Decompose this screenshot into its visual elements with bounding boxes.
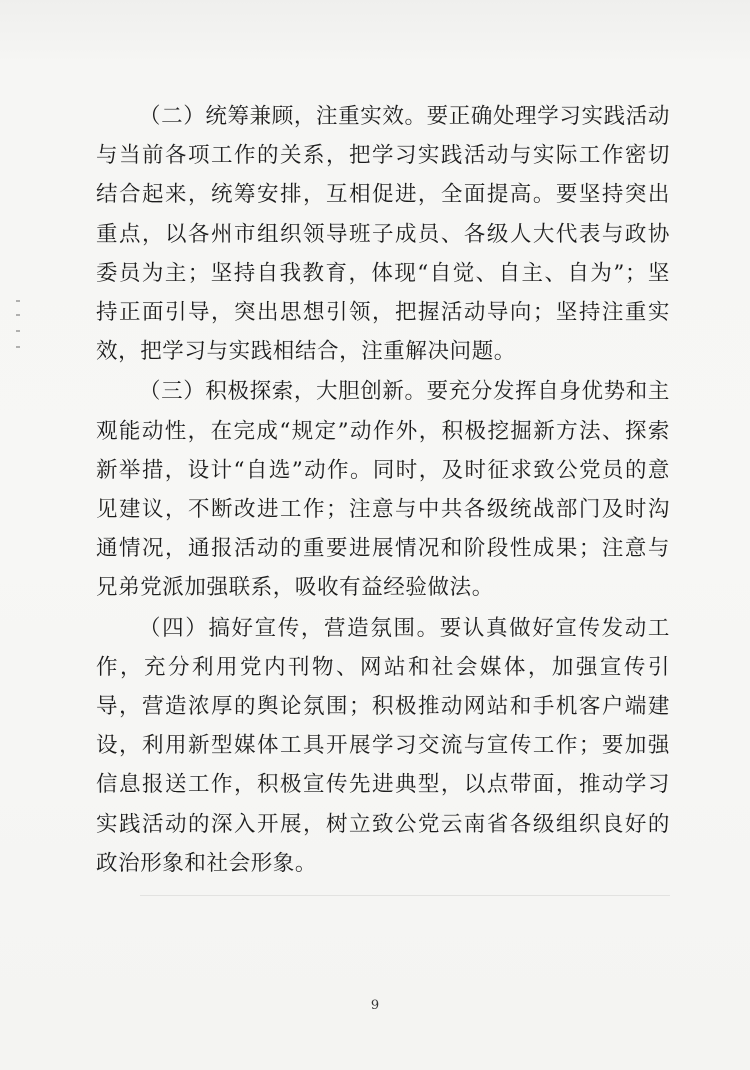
paragraph-four: （四）搞好宣传，营造氛围。要认真做好宣传发动工作，充分利用党内刊物、网站和社会媒体，加强宣传引导，营造浓厚的舆论氛围；积极推动网站和手机客户端建设，利用新型媒体工具开展学习交流与宣传工作；要加强信息报送工作，积极宣传先进典型，以点带面，推动学习实践活动的深入开展，树立致公党云南省各级组织良好的政治形象和社会形象。	[96, 615, 670, 876]
reverse-side-bleed-line	[140, 895, 670, 896]
paragraph-three: （三）积极探索，大胆创新。要充分发挥自身优势和主观能动性，在完成“规定”动作外，积极挖掘新方法、探索新举措，设计“自选”动作。同时，及时征求致公党员的意见建议，不断改进工作；注意与中共各级统战部门及时沟通情况，通报活动的重要进展情况和阶段性成果；注意与兄弟党派加强联系，吸收有益经验做法。	[96, 379, 670, 601]
binding-hole-marks	[16, 300, 24, 360]
paragraph-two: （二）统筹兼顾，注重实效。要正确处理学习实践活动与当前各项工作的关系，把学习实践活动与实际工作密切结合起来，统筹安排，互相促进，全面提高。要坚持突出重点，以各州市组织领导班子成员、各级人大代表与政协委员为主；坚持自我教育，体现“自觉、自主、自为”；坚持正面引导，突出思想引领，把握活动导向；坚持注重实效，把学习与实践相结合，注重解决问题。	[96, 104, 670, 365]
page-number: 9	[370, 998, 380, 1013]
document-body	[96, 97, 670, 883]
